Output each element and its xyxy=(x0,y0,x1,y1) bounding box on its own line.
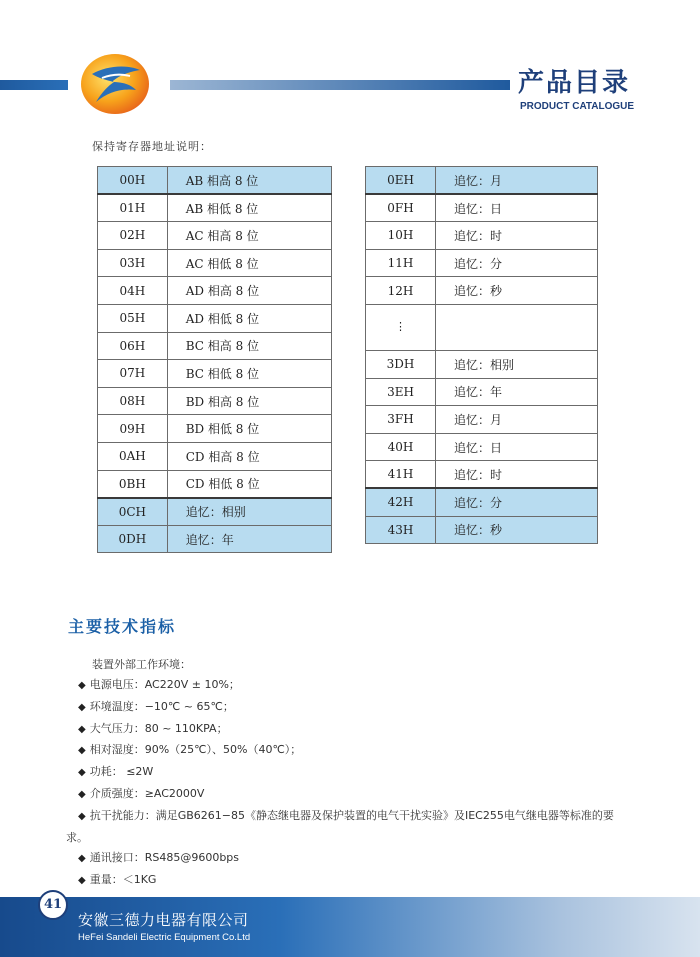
diamond-bullet-icon: ◆ xyxy=(78,680,86,691)
register-description-cell: BC 相低 8 位 xyxy=(167,360,331,388)
spec-item xyxy=(78,719,668,741)
register-address-cell: 01H xyxy=(98,194,168,222)
table-row xyxy=(98,525,332,553)
table-row xyxy=(366,167,598,195)
table-row xyxy=(366,304,598,350)
table-row xyxy=(366,461,598,489)
register-address-cell: 3EH xyxy=(366,378,436,406)
table-row xyxy=(98,498,332,526)
register-description-cell: AB 相低 8 位 xyxy=(167,194,331,222)
table-row xyxy=(98,222,332,250)
register-description-cell: 追忆：秒 xyxy=(436,516,598,544)
diamond-bullet-icon: ◆ xyxy=(78,745,86,757)
spec-item xyxy=(78,697,668,719)
register-address-cell: 07H xyxy=(98,360,168,388)
table-row xyxy=(98,277,332,305)
table-row xyxy=(98,194,332,222)
register-description-cell: 追忆：分 xyxy=(436,249,598,277)
register-address-cell: 3DH xyxy=(366,350,436,378)
spec-item-text: 通讯接口：RS485@9600bps xyxy=(89,851,240,865)
register-description-cell: 追忆：分 xyxy=(436,488,598,516)
table-row xyxy=(366,378,598,406)
register-description-cell: 追忆：秒 xyxy=(436,277,598,305)
spec-item-text: 介质强度：≥AC2000V xyxy=(89,786,205,800)
diamond-bullet-icon: ◆ xyxy=(78,875,86,887)
register-table-right xyxy=(365,166,598,544)
specs-heading: 主要技术指标 xyxy=(68,617,177,636)
register-address-cell: 0FH xyxy=(366,194,436,222)
register-address-cell: 40H xyxy=(366,433,436,461)
register-description-cell: AC 相低 8 位 xyxy=(167,249,331,277)
table-row xyxy=(366,516,598,544)
table-row xyxy=(98,415,332,443)
register-description-cell: 追忆：月 xyxy=(436,406,598,434)
spec-item-continuation: 求。 xyxy=(66,830,88,844)
specs-intro: 装置外部工作环境： xyxy=(92,658,191,671)
table-row xyxy=(366,222,598,250)
register-description-cell xyxy=(436,304,598,350)
spec-item-text: 大气压力：80 ~ 110KPA； xyxy=(89,721,228,735)
table-row xyxy=(98,442,332,470)
register-description-cell: AC 相高 8 位 xyxy=(167,222,331,250)
table-row xyxy=(366,406,598,434)
register-description-cell: 追忆：年 xyxy=(436,378,598,406)
register-description-cell: CD 相高 8 位 xyxy=(167,442,331,470)
register-description-cell: BD 相低 8 位 xyxy=(167,415,331,443)
diamond-bullet-icon: ◆ xyxy=(78,853,86,865)
spec-item-text: 抗干扰能力：满足GB6261−85《静态继电器及保护装置的电气干扰实验》及IEC255电气继电器等标准的要 xyxy=(89,808,614,822)
catalogue-subtitle: PRODUCT CATALOGUE xyxy=(520,101,635,112)
company-logo xyxy=(78,52,152,116)
header-accent-bar-left xyxy=(0,80,68,90)
spec-item xyxy=(78,806,668,828)
register-description-cell: CD 相低 8 位 xyxy=(167,470,331,498)
header-accent-bar-right xyxy=(170,80,510,90)
register-address-cell: 12H xyxy=(366,277,436,305)
register-address-cell: 0AH xyxy=(98,442,168,470)
table-row xyxy=(98,470,332,498)
register-address-cell: 10H xyxy=(366,222,436,250)
register-description-cell: BD 相高 8 位 xyxy=(167,387,331,415)
catalogue-title: 产品目录 xyxy=(518,68,631,98)
register-description-cell: 追忆：日 xyxy=(436,194,598,222)
register-address-cell: 0DH xyxy=(98,525,168,553)
table-row xyxy=(98,360,332,388)
register-address-cell: 3FH xyxy=(366,406,436,434)
register-description-cell: BC 相高 8 位 xyxy=(167,332,331,360)
register-description-cell: 追忆：年 xyxy=(167,525,331,553)
register-description-cell: AD 相低 8 位 xyxy=(167,304,331,332)
register-description-cell: 追忆：相别 xyxy=(436,350,598,378)
register-address-cell: 0BH xyxy=(98,470,168,498)
page-number: 41 xyxy=(38,890,68,920)
diamond-bullet-icon: ◆ xyxy=(78,701,86,713)
register-table-left xyxy=(97,166,332,553)
register-address-cell: 08H xyxy=(98,387,168,415)
table-row xyxy=(366,433,598,461)
register-address-cell: 05H xyxy=(98,304,168,332)
table-row xyxy=(98,332,332,360)
company-name-cn: 安徽三德力电器有限公司 xyxy=(78,911,249,929)
table-row xyxy=(98,304,332,332)
register-description-cell: 追忆：月 xyxy=(436,167,598,195)
register-description-cell: 追忆：时 xyxy=(436,461,598,489)
register-description-cell: AD 相高 8 位 xyxy=(167,277,331,305)
diamond-bullet-icon: ◆ xyxy=(78,788,86,800)
register-address-cell: 42H xyxy=(366,488,436,516)
spec-item xyxy=(78,784,668,806)
table-row xyxy=(366,194,598,222)
spec-item xyxy=(78,848,668,870)
register-description-cell: 追忆：日 xyxy=(436,433,598,461)
diamond-bullet-icon: ◆ xyxy=(78,810,86,822)
register-description-cell: AB 相高 8 位 xyxy=(167,167,331,195)
register-address-cell: 0EH xyxy=(366,167,436,195)
register-address-cell: 02H xyxy=(98,222,168,250)
register-address-cell: 43H xyxy=(366,516,436,544)
spec-item-text: 功耗： ≤2W xyxy=(89,765,154,779)
table-row xyxy=(98,249,332,277)
register-caption: 保持寄存器地址说明： xyxy=(92,140,212,153)
spec-item xyxy=(78,740,668,762)
register-address-cell: 03H xyxy=(98,249,168,277)
table-row xyxy=(366,488,598,516)
diamond-bullet-icon: ◆ xyxy=(78,767,86,779)
register-address-cell: 09H xyxy=(98,415,168,443)
specs-list xyxy=(66,675,668,892)
spec-item xyxy=(78,762,668,784)
register-address-cell: 06H xyxy=(98,332,168,360)
table-row xyxy=(366,277,598,305)
spec-item-text: 重量：＜1KG xyxy=(89,873,157,887)
table-row xyxy=(98,387,332,415)
register-address-cell: 41H xyxy=(366,461,436,489)
spec-item xyxy=(66,828,668,849)
spec-item-text: 相对湿度：90%（25℃）、50%（40℃）； xyxy=(89,743,302,757)
register-description-cell: 追忆：相别 xyxy=(167,498,331,526)
spec-item-text: 环境温度：−10℃ ~ 65℃； xyxy=(89,699,234,713)
company-name-en: HeFei Sandeli Electric Equipment Co.Ltd xyxy=(78,932,251,943)
table-row xyxy=(366,350,598,378)
spec-item-text: 电源电压：AC220V ± 10%； xyxy=(89,678,240,691)
table-row xyxy=(98,167,332,195)
register-address-cell: 00H xyxy=(98,167,168,195)
register-address-cell: 04H xyxy=(98,277,168,305)
spec-item xyxy=(78,675,668,697)
table-row xyxy=(366,249,598,277)
register-address-cell: ⋮ xyxy=(366,304,436,350)
spec-item xyxy=(78,870,668,892)
diamond-bullet-icon: ◆ xyxy=(78,723,86,735)
register-address-cell: 0CH xyxy=(98,498,168,526)
register-address-cell: 11H xyxy=(366,249,436,277)
register-description-cell: 追忆：时 xyxy=(436,222,598,250)
